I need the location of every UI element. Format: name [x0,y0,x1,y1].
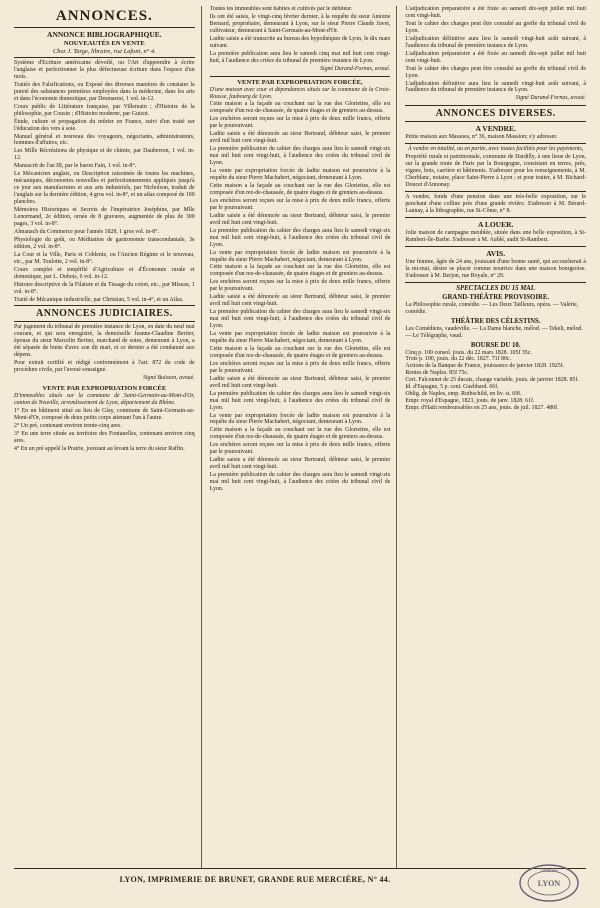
book-entry: Traités des Falsifications, ou Exposé des diverses manières de constater la pureté des substances premières employées dans la médecine, dans les arts et dans l'économie domestique, par Desmarest, 1 vol. in-12. [14,81,195,102]
divider [405,143,586,144]
notice-paragraph: Toutes les immeubles sont habités et cultivés par le débiteur. [209,6,353,12]
theatre-program: La Philosophie rurale, comédie. — Les Deux Tailleurs, opéra. — Valérie, comédie. [405,301,579,315]
sale-paragraph: La vente par expropriation forcée de ladite maison est poursuivie à la requête du sieur Pierre Machabert, négociant, demeurant à Lyon. [209,412,391,426]
column-right [405,6,586,868]
divider [405,282,586,283]
sale-item: 3° En une terre située au territoire des Fontanelles, contenant environ cinq ares. [14,430,195,444]
sale-paragraph: Ladite saisie a été dénoncée au sieur Bertrand, débiteur saisi, le premier avril mil huit cent vingt-huit. [209,375,391,389]
notice-paragraph: La première publication aura lieu le samedi cinq mai mil huit cent vingt-huit, à l'audience des criées du tribunal de première instance de Lyon. [209,50,391,64]
book-entry: Cours complet et simplifié d'Agriculture et d'Économie rurale et domestique, par L. Dubois, 6 vol. in-12. [14,266,195,280]
imprint-line: LYON, IMPRIMERIE DE BRUNET, GRANDE RUE MERCIÈRE, N° 44. [119,875,391,884]
divider [405,246,586,247]
theatre-name: GRAND-THÉÂTRE PROVISOIRE. [442,293,550,301]
book-entry: Étude, culture et propagation du mûrier en France, suivi d'un traité sur l'éducation des vers à soie. [14,118,195,132]
notice-paragraph: Ladite saisie a été transcrite au bureau des hypothèques de Lyon, le dix mars suivant. [209,35,391,49]
theatre-name: THÉÂTRE DES CÉLESTINS. [450,317,541,325]
signature-line: Signé Buisson, avoué. [142,375,195,382]
notice-paragraph: Ils ont été saisis, le vingt-cinq février dernier, à la requête du sieur Antoine Bernard, propriétaire, demeurant à Lyon, sur le sieur Pierre Claude Juvet, cultivateur, demeurant à Saint-Germain-au-Mont-d'Or. [209,13,391,34]
sale-item: 2° Un pré, contenant environ trente-cinq ares. [14,422,122,429]
judicial-notice: Par jugement du tribunal de première instance de Lyon, en date du neuf mai courant, et qui sera enregistré, la demoiselle Jeanne-Claudine Bertier, épouse du sieur Marcelin Bertier, marchand de soies, demeurant à Lyon, a été séparée de biens d'avec son dit mari, et ce dernier a été condamné aux dépens. [14,324,195,359]
bourse-line: Oblig. de Naples, emp. Rothschild, en liv. st. 69f. [405,391,522,398]
sale-paragraph: Cette maison a la façade au couchant sur la rue des Gloriettes, elle est composée d'un rez-de-chaussée, de quatre étages et de greniers au-dessus. [209,345,391,359]
judicial-notice: Pour extrait certifié et rédigé conformément à l'art. 872 du code de procédure civile, par l'avoué soussigné. [14,360,195,374]
sale-paragraph: Ladite saisie a été dénoncée au sieur Bertrand, débiteur saisi, le premier avril mil huit cent vingt-huit. [209,294,391,308]
bourse-line: Trois p. 100, jouis. du 22 déc. 1827. 71f 80c. [405,356,511,363]
bourse-line: Empr. royal d'Espagne, 1823, jouis. de janv. 1828. 61f. [405,398,535,405]
tax-stamp-icon [518,863,580,903]
notice-heading: AVIS. [486,248,506,258]
sale-intro: D'une maison avec cour et dépendances situés sur la commune de la Croix-Rousse, faubourg de Lyon. [209,86,391,100]
section-heading: ANNONCES DIVERSES. [435,108,556,120]
column-middle [210,6,398,868]
bourse-line: Empr. d'Haïti remboursables en 25 ans, jouis. de juil. 1827. 480f. [405,405,559,412]
sale-paragraph: Les enchères seront reçues sur la mise à prix de deux mille francs, offerte par le poursuivant. [209,197,391,211]
sale-paragraph: Les enchères seront reçues sur la mise à prix de deux mille francs, offerte par le poursuivant. [209,279,391,293]
sale-paragraph: Ladite saisie a été dénoncée au sieur Bertrand, débiteur saisi, le premier avril mil huit cent vingt-huit. [209,457,391,471]
sale-paragraph: Les enchères seront reçues sur la mise à prix de deux mille francs, offerte par le poursuivant. [209,116,391,130]
sale-paragraph: Les enchères seront reçues sur la mise à prix de deux mille francs, offerte par le poursuivant. [209,360,391,374]
sale-paragraph: La vente par expropriation forcée de ladite maison est poursuivie à la requête du sieur Pierre Machabert, négociant, demeurant à Lyon. [209,168,391,182]
bourse-heading: BOURSE DU 10. [470,341,521,349]
bourse-line: Id. d'Espagne, 5 p. cent. Guebhard. 66f. [405,384,499,391]
divider [405,121,586,122]
sale-paragraph: La première publication du cahier des charges aura lieu le samedi vingt-six mai mil huit cent vingt-huit, à l'audience des criées du tribunal civil de Lyon. [209,146,391,167]
spectacles-heading: SPECTACLES DU 15 MAI. [456,284,536,292]
theatre-program: Les Comédiens, vaudeville. — La Dame blanche, mélod. — Tekeli, mélod. — Le Télégraphe, vaud. [405,325,583,339]
divider [210,76,391,77]
sale-paragraph: La première publication du cahier des charges aura lieu le samedi vingt-six mai mil huit cent vingt-huit, à l'audience des criées du tribunal civil de Lyon. [209,309,391,330]
sale-paragraph: Cette maison a la façade au couchant sur la rue des Gloriettes, elle est composée d'un rez-de-chaussée, de quatre étages et de greniers au-dessus. [209,101,391,115]
book-entry: Cours public de Littérature française, par Villemain ; d'Histoire de la philosophie, par Cousin ; d'Histoire moderne, par Guizot. [14,103,195,117]
bourse-line: Cert. Falconnet de 25 ducats, change variable, jouis. de janvier 1828. 85f. [405,377,579,384]
publisher-line: Chez J. Targe, libraire, rue Lafont, n° 4. [52,48,156,55]
book-entry: Almanach du Commerce pour l'année 1828, 1 gros vol. in-8°. [14,228,160,235]
ad-text: Petite maison aux Massues, n° 36, maison Massion; s'y adresser. [405,134,558,141]
sale-paragraph: Ladite saisie a été dénoncée au sieur Bertrand, débiteur saisi, le premier avril mil huit cent vingt-huit. [209,131,391,145]
sale-paragraph: La première publication du cahier des charges aura lieu le samedi vingt-six mai mil huit cent vingt-huit, à l'audience des criées du tribunal civil de Lyon. [209,472,391,493]
imprint-footer [14,868,586,899]
sale-item: 1° En un bâtiment situé au lieu de Glay, commune de Saint-Germain-au-Mont-d'Or, composé de deux petits corps attenant l'un à l'autre. [14,407,195,421]
sale-paragraph: Cette maison a la façade au couchant sur la rue des Gloriettes, elle est composée d'un rez-de-chaussée, de quatre étages et de greniers au-dessus. [209,264,391,278]
ad-text: A vendre, fonds d'une pension dans une très-belle exposition, sur le penchant d'une colline près d'une grande rivière. S'adresser à M. Bérard-Launay, à la lithographie, rue St-Côme, n° 8. [405,194,587,214]
book-entry: Mémoires Historiques et Secrets de l'impératrice Joséphine, par Mlle Lenormand, 2e édition, ornée de 8 gravures, augmentée de plus de 300 pages, 3 vol. in-8°. [14,207,195,227]
ad-text: Propriété rurale et patrimoniale, commune de Dardilly, à une lieue de Lyon, sur la grande route de Paris par la Bourgogne, consistant en terres, prés, vignes, bois, carrière et bâtiments. S'adresser pour les renseignements, à M. Cherblanc, notaire, place Saint-Pierre à Lyon ; et pour traiter, à M. Bichard-Doucet d'Annonay. [405,154,587,189]
stamp-top-text: TIMBRE [539,868,559,874]
divider [405,217,586,218]
stamp-city-text: LYON [537,879,561,888]
subheading: NOUVEAUTÉS EN VENTE [63,40,145,47]
divider [14,57,195,58]
book-entry: Manuscrit de l'an III, par le baron Fain, 1 vol. in-8°. [14,163,137,170]
sale-heading: A VENDRE. [475,124,516,134]
sale-paragraph: La première publication du cahier des charges aura lieu le samedi vingt-six mai mil huit cent vingt-huit, à l'audience des criées du tribunal civil de Lyon. [209,227,391,248]
notice-paragraph: Tout le cahier des charges peut être consulté au greffe du tribunal civil de Lyon. [405,65,587,79]
book-entry: Le Mécanicien anglais, ou Description raisonnée de toutes les machines, mécaniques, découvertes nouvelles et perfectionnements appliqués jusqu'à ce jour aux manufactures et aux arts industriels, par Nicholson, traduit de l'anglais sur la dernière édition, 4 gros vol. in-8°, et un atlas composé de 100 planches. [14,171,195,206]
ad-text: Une femme, âgée de 24 ans, jouissant d'une bonne santé, qui accoucherait à la mi-mai, désire se placer comme nourrice dans une maison bourgeoise. S'adresser à M. Berjon, rue Royale, n° 29. [405,258,587,279]
divider [14,321,195,322]
notice-paragraph: L'adjudication définitive aura lieu le samedi vingt-huit août suivant, à l'audience du tribunal de première instance de Lyon. [405,35,587,49]
columns [14,6,586,868]
book-entry: Histoire descriptive de la Filature et du Tissage du coton, etc., par Miseau, 1 vol. in-8°. [14,281,195,295]
notice-paragraph: L'adjudication préparatoire a été fixée au samedi dix-sept juillet mil huit cent vingt-huit. [405,50,587,64]
sale-paragraph: Cette maison a la façade au couchant sur la rue des Gloriettes, elle est composée d'un rez-de-chaussée, de quatre étages et de greniers au-dessus. [209,427,391,441]
spectacles-block [405,285,586,412]
book-entry: La Cour et la Ville, Paris et Coblentz, ou l'Ancien Régime et le nouveau, etc., par M. Toulotte, 2 vol. in-8°. [14,251,195,265]
sale-heading: VENTE PAR EXPROPRIATION FORCÉE [42,385,167,393]
sale-intro: D'immeubles situés sur la commune de Saint-Germain-au-Mont-d'Or, canton de Neuville, arrondissement de Lyon, département du Rhône. [14,393,195,407]
divider [14,27,195,28]
column-left [14,6,202,868]
sale-paragraph: Les enchères seront reçues sur la mise à prix de deux mille francs, offerte par le poursuivant. [209,442,391,456]
sale-item: 4° En un pré appelé la Prairie, jouxtant au levant la terre du sieur Raffin. [14,445,185,452]
notice-paragraph: L'adjudication préparatoire a été fixée au samedi dix-sept juillet mil huit cent vingt-huit. [405,6,587,19]
book-entry: Physiologie du goût, ou Méditation de gastronomie transcendantale, 3e édition, 2 vol. in-8°. [14,236,195,250]
rental-heading: A LOUER. [477,219,514,229]
bourse-line: Actions de la Banque de France, jouissance de janvier 1828. 1925f. [405,363,565,370]
sale-paragraph: La vente par expropriation forcée de ladite maison est poursuivie à la requête du sieur Pierre Machabert, négociant, demeurant à Lyon. [209,331,391,344]
book-entry: Manuel général et nouveau des voyageurs, négociants, administrateurs, hommes d'affaires, etc. [14,133,195,147]
bourse-line: Rentes de Naples. 85f 75c. [405,370,469,377]
signature-line: Signé Durand-Fornas, avoué. [319,65,391,72]
section-heading: ANNONCE BIBLIOGRAPHIQUE. [47,30,162,39]
sale-paragraph: La première publication du cahier des charges aura lieu le samedi vingt-six mai mil huit cent vingt-huit, à l'audience des criées du tribunal civil de Lyon. [209,390,391,411]
page-title: ANNONCES. [55,8,153,24]
bourse-line: Cinq p. 100 consol. jouis. du 22 mars 1828. 105f 35c. [405,349,532,356]
book-entry: Les Mille Récréations de physique et de chimie, par Dauberson, 1 vol. in-12. [14,148,195,162]
divider [14,305,195,306]
sale-paragraph: La vente par expropriation forcée de ladite maison est poursuivie à la requête du sieur Pierre Machabert, négociant, demeurant à Lyon. [209,249,391,263]
divider [405,105,586,106]
sale-paragraph: Ladite saisie a été dénoncée au sieur Bertrand, débiteur saisi, le premier avril mil huit cent vingt-huit. [209,212,391,226]
signature-line: Signé Durand-Fornas, avoué. [515,95,587,102]
ad-text: Jolie maison de campagne meublée, située dans une belle exposition, à St-Rambert-île-Barbe. S'adresser à M. Aublé, audit St-Rambert. [405,229,587,243]
notice-paragraph: L'adjudication définitive aura lieu le samedi vingt-huit août suivant, à l'audience du tribunal de première instance de Lyon. [405,80,587,94]
ad-title: À vendre en totalité, ou en partie, avec toutes facilités pour les payements, [408,146,584,153]
divider [405,191,586,192]
book-entry: Système d'Ecriture américaine dévoilé, ou l'Art d'apprendre à écrire l'anglaise et perfectionner la plus défectueuse écriture dans l'espace d'un mois. [14,60,195,80]
section-heading: ANNONCES JUDICIAIRES. [36,308,173,320]
sale-paragraph: Cette maison a la façade au couchant sur la rue des Gloriettes, elle est composée d'un rez-de-chaussée, de quatre étages et de greniers au-dessus. [209,182,391,196]
notice-paragraph: Tout le cahier des charges peut être consulté au greffe du tribunal civil de Lyon. [405,20,587,34]
sale-heading: VENTE PAR EXPROPRIATION FORCÉE, [237,78,363,86]
book-entry: Traité de Mécanique industrielle, par Christian, 5 vol. in-4°, et un Atlas. [14,296,184,303]
